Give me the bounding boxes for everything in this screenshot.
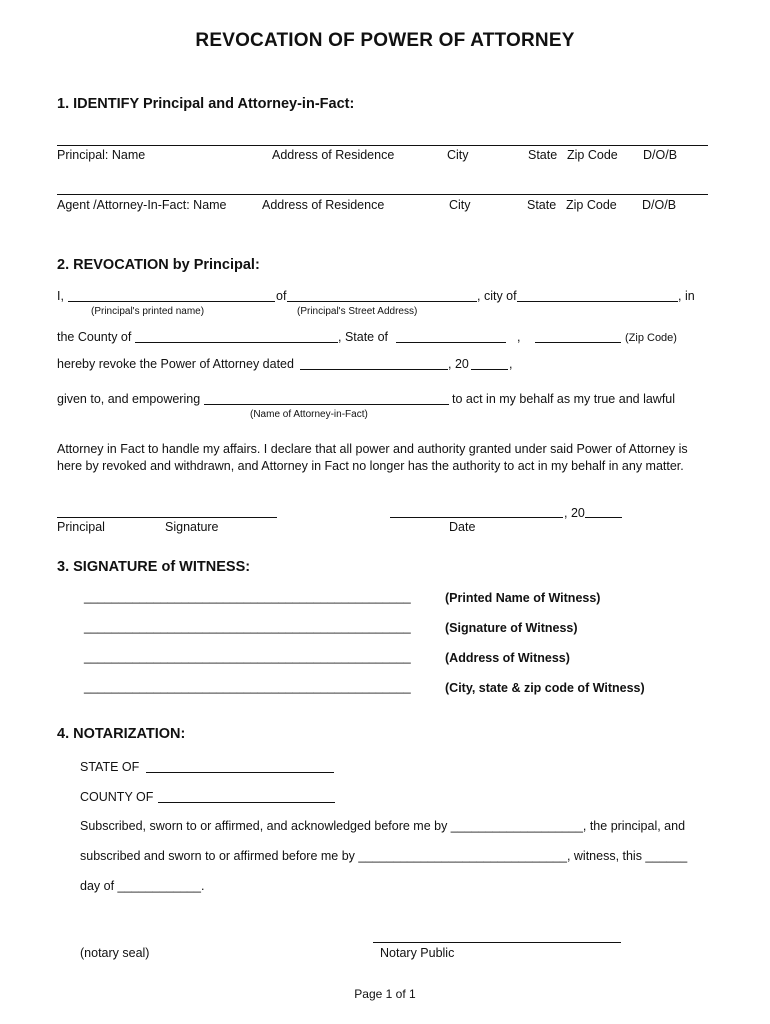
to-act-label: to act in my behalf as my true and lawful (452, 392, 676, 406)
agent-address-label: Address of Residence (262, 198, 385, 212)
section-1-heading: 1. IDENTIFY Principal and Attorney-in-Fact: (57, 96, 355, 112)
witness-city-state-zip-label: (City, state & zip code of Witness) (445, 681, 645, 695)
notary-signature-line[interactable] (373, 942, 621, 943)
agent-zip-label: Zip Code (566, 198, 617, 212)
zip-field[interactable] (535, 330, 621, 343)
trailing-comma: , (509, 357, 513, 371)
principal-caption: Principal (57, 520, 105, 534)
principal-name-label: Principal: Name (57, 148, 146, 162)
notary-seal-label: (notary seal) (80, 946, 150, 960)
witness-signature-blank[interactable]: _______________________________________________ (84, 620, 411, 634)
agent-dob-label: D/O/B (642, 198, 677, 212)
witness-address-label: (Address of Witness) (445, 651, 570, 665)
county-field[interactable] (135, 330, 338, 343)
poa-year-field[interactable] (471, 357, 508, 370)
signature-caption: Signature (165, 520, 219, 534)
hereby-revoke-label: hereby revoke the Power of Attorney dated (57, 357, 294, 371)
in-label: , in (678, 289, 695, 303)
principal-signature-line[interactable] (57, 517, 277, 518)
principal-dob-label: D/O/B (643, 148, 678, 162)
attorney-in-fact-field[interactable] (204, 392, 449, 405)
notary-county-label: COUNTY OF (80, 790, 154, 804)
witness-printed-name-label: (Printed Name of Witness) (445, 591, 601, 605)
agent-name-label: Agent /Attorney-In-Fact: Name (57, 198, 227, 212)
page-number: Page 1 of 1 (354, 987, 416, 1001)
witness-signature-label: (Signature of Witness) (445, 621, 578, 635)
i-label: I, (57, 289, 64, 303)
document-title: REVOCATION OF POWER OF ATTORNEY (195, 30, 575, 51)
date-caption: Date (449, 520, 476, 534)
notary-state-label: STATE OF (80, 760, 140, 774)
notary-public-label: Notary Public (380, 946, 455, 960)
county-label: the County of (57, 330, 132, 344)
year-prefix-label: , 20 (448, 357, 469, 371)
notary-state-field[interactable] (146, 760, 334, 773)
state-of-label: , State of (338, 330, 389, 344)
revocation-paragraph-line1: Attorney in Fact to handle my affairs. I declare that all power and authority granted under said Power of Attorney is (57, 442, 688, 456)
principal-address-label: Address of Residence (272, 148, 395, 162)
printed-name-caption: (Principal's printed name) (91, 306, 205, 317)
date-year-prefix: , 20 (564, 506, 585, 520)
revocation-paragraph-line2: here by revoked and withdrawn, and Attorney in Fact no longer has the authority to act in my behalf in any matter. (57, 459, 684, 473)
of-label: of (276, 289, 287, 303)
witness-address-blank[interactable]: _______________________________________________ (84, 650, 411, 664)
signature-date-line[interactable] (390, 517, 563, 518)
street-address-caption: (Principal's Street Address) (297, 306, 418, 317)
principal-city-label: City (447, 148, 469, 162)
zip-caption: (Zip Code) (625, 332, 677, 344)
given-to-label: given to, and empowering (57, 392, 201, 406)
section-3-heading: 3. SIGNATURE of WITNESS: (57, 559, 251, 575)
principal-zip-label: Zip Code (567, 148, 618, 162)
agent-state-label: State (527, 198, 557, 212)
notary-day-of: day of ____________. (80, 879, 205, 893)
state-field[interactable] (396, 330, 506, 343)
principal-street-field[interactable] (287, 289, 477, 302)
notary-county-field[interactable] (158, 790, 335, 803)
witness-city-state-zip-blank[interactable]: _______________________________________________ (84, 680, 411, 694)
section-2-heading: 2. REVOCATION by Principal: (57, 257, 260, 273)
comma-label: , (517, 330, 521, 344)
notary-subscribed-line1: Subscribed, sworn to or affirmed, and acknowledged before me by ___________________, the principal, and (80, 819, 686, 833)
witness-printed-name-blank[interactable]: _______________________________________________ (84, 590, 411, 604)
principal-printed-name-field[interactable] (68, 289, 275, 302)
attorney-in-fact-caption: (Name of Attorney-in-Fact) (250, 409, 368, 420)
city-field[interactable] (517, 289, 678, 302)
city-of-label: , city of (477, 289, 517, 303)
poa-date-field[interactable] (300, 357, 448, 370)
principal-info-line[interactable] (57, 145, 708, 146)
notary-subscribed-line2: subscribed and sworn to or affirmed before me by ______________________________, witness, this ______ (80, 849, 688, 863)
agent-info-line[interactable] (57, 194, 708, 195)
agent-city-label: City (449, 198, 471, 212)
signature-year-line[interactable] (585, 517, 622, 518)
section-4-heading: 4. NOTARIZATION: (57, 726, 186, 742)
principal-state-label: State (528, 148, 558, 162)
